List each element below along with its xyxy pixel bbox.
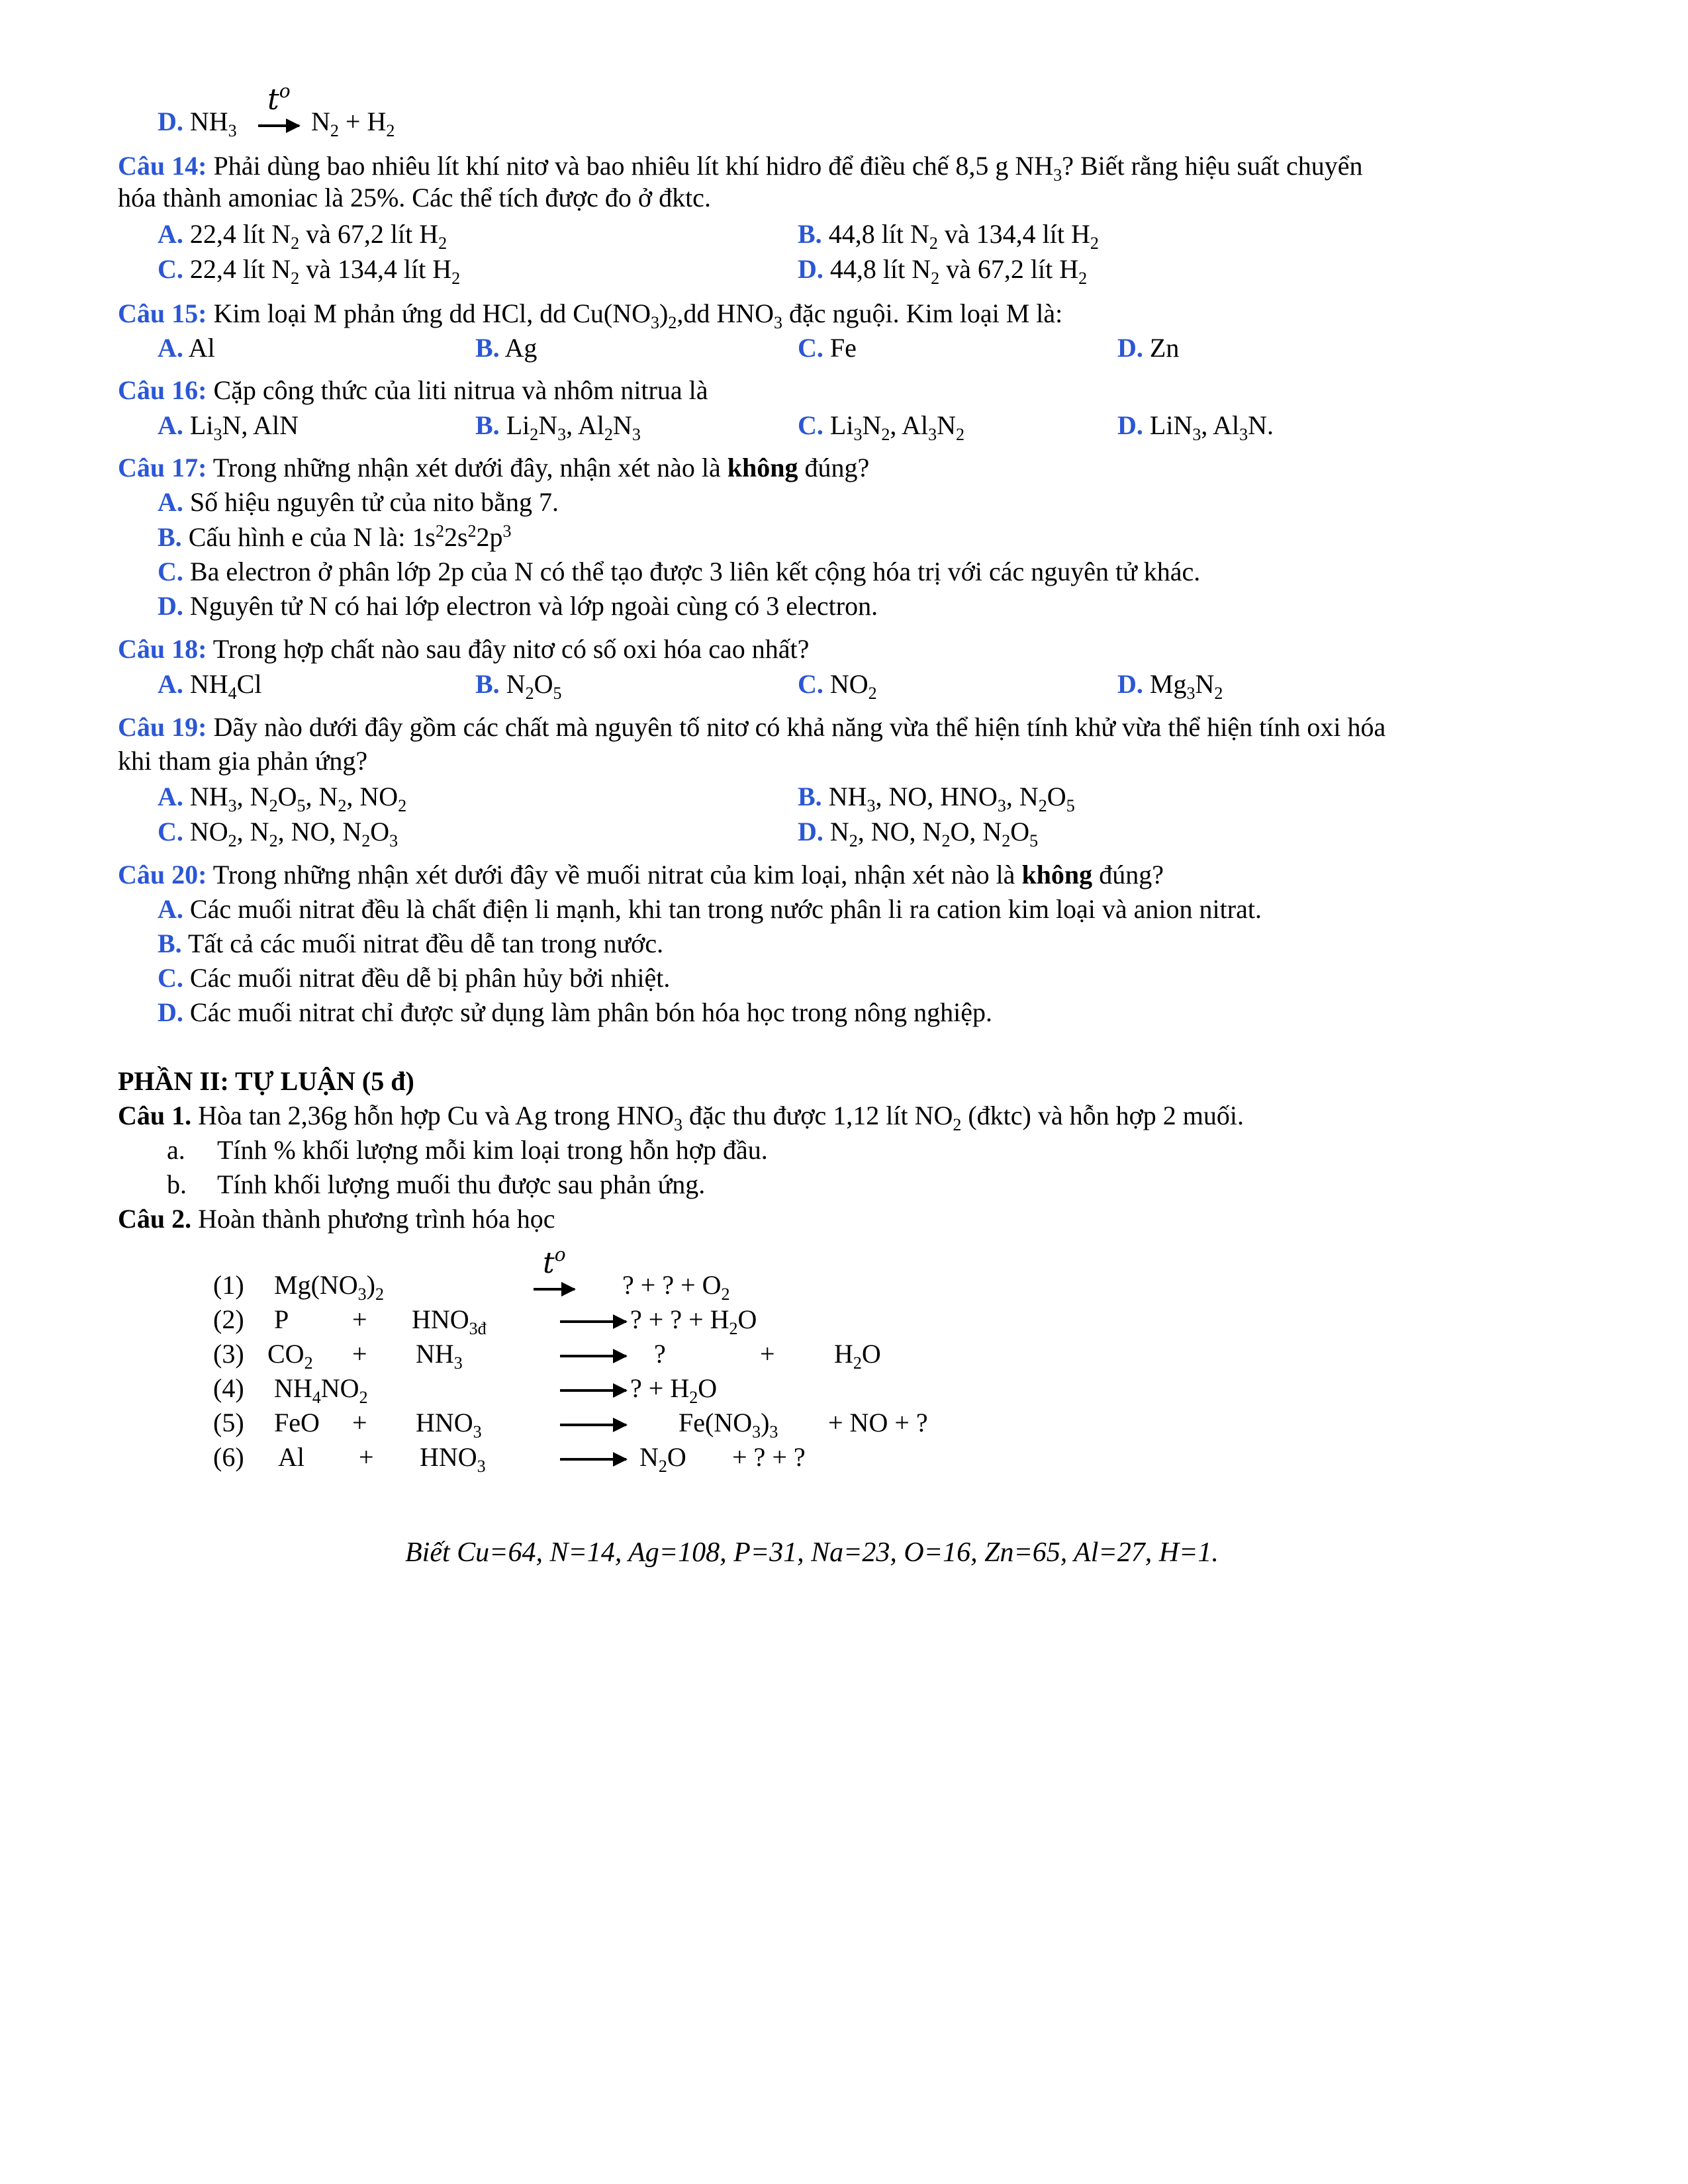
essay-q1-a: a. Tính % khối lượng mỗi kim loại trong hỗn hợp đầu.: [167, 1135, 768, 1165]
q17-option-d: D. Nguyên tử N có hai lớp electron và lớp ngoài cùng có 3 electron.: [158, 591, 878, 621]
q13-option-d: D. $NH_3$: [158, 107, 237, 140]
q18-stem: Câu 18: Trong hợp chất nào sau đây nitơ có số oxi hóa cao nhất?: [118, 634, 810, 664]
q14-option-a: A. 22,4 lít $N_2$ và 67,2 lít $H_2$: [158, 219, 447, 253]
q14-option-b: B. 44,8 lít $N_2$ và 134,4 lít $H_2$: [798, 219, 1099, 253]
eq-row-4-rhs: ? + $H_2O$: [630, 1373, 718, 1407]
reaction-arrow: [560, 1320, 626, 1323]
eq-row-6-rhs: $N_2O$ + ? + ?: [639, 1442, 806, 1476]
q14-option-c: C. 22,4 lít $N_2$ và 134,4 lít $H_2$: [158, 254, 461, 288]
q20-option-c: C. Các muối nitrat đều dễ bị phân hủy bởi nhiệt.: [158, 963, 671, 993]
q14-stem-line2: hóa thành amoniac là 25%. Các thể tích được đo ở đktc.: [118, 183, 711, 212]
q17-option-c: C. Ba electron ở phân lớp 2p của N có thể tạo được 3 liên kết cộng hóa trị với các nguyên tử khác.: [158, 557, 1201, 586]
essay-q2: Câu 2. Hoàn thành phương trình hóa học: [118, 1204, 555, 1234]
q19-option-a: A. $NH_3$, $N_2O_5$, $N_2$, $NO_2$: [158, 782, 407, 815]
q13-option-d-rhs: $N_2 + H_2$: [311, 107, 395, 140]
q17-option-b: B. Cấu hình e của N là: $1s^22s^22p^3$: [158, 522, 512, 552]
eq-row-6: (6) Al + $HNO_3$: [213, 1442, 486, 1476]
eq-row-1: (1) $Mg(NO_3)_2$: [213, 1270, 384, 1304]
eq-row-5: (5) FeO + $HNO_3$: [213, 1408, 482, 1441]
q19-option-c: C. $NO_2$, $N_2$, NO, $N_2O_3$: [158, 817, 399, 850]
q15-stem: Câu 15: Kim loại M phản ứng dd HCl, dd $Cu(NO_3)_2,dd$ $HNO_3$ đặc nguội. Kim loại M là:: [118, 298, 1063, 332]
q20-stem: Câu 20: Trong những nhận xét dưới đây về muối nitrat của kim loại, nhận xét nào là không đúng?: [118, 860, 1164, 889]
q17-stem: Câu 17: Trong những nhận xét dưới đây, nhận xét nào là không đúng?: [118, 453, 870, 482]
q20-option-b: B. Tất cả các muối nitrat đều dễ tan trong nước.: [158, 929, 664, 958]
q20-option-d: D. Các muối nitrat chỉ được sử dụng làm phân bón hóa học trong nông nghiệp.: [158, 997, 992, 1027]
eq-row-1-rhs: ? + ? + $O_2$: [622, 1270, 730, 1304]
q18-option-a: A. $NH_4Cl$: [158, 669, 262, 703]
option-letter: D.: [158, 107, 183, 136]
q19-option-d: D. $N_2$, NO, $N_2O$, $N_2O_5$: [798, 817, 1039, 850]
eq-row-5-rhs: $Fe(NO_3)_3$ + NO + ?: [679, 1408, 928, 1441]
essay-q1: Câu 1. Hòa tan 2,36g hỗn hợp Cu và Ag trong $HNO_3$ đặc thu được 1,12 lít $NO_2$ (đktc) và hỗn hợp 2 muối.: [118, 1101, 1244, 1134]
q14-option-d: D. 44,8 lít $N_2$ và 67,2 lít $H_2$: [798, 254, 1088, 288]
reaction-arrow: [560, 1424, 626, 1426]
q15-option-b: B. Ag: [475, 333, 538, 363]
q19-option-b: B. $NH_3$, NO, $HNO_3$, $N_2O_5$: [798, 782, 1075, 815]
eq-row-3-rhs: ? + $H_2O$: [654, 1339, 881, 1373]
reaction-arrow: [560, 1355, 626, 1357]
reaction-arrow: [560, 1389, 626, 1392]
q16-stem: Câu 16: Cặp công thức của liti nitrua và nhôm nitrua là: [118, 375, 708, 405]
part2-heading: PHẦN II: TỰ LUẬN (5 đ): [118, 1066, 414, 1096]
q17-option-a: A. Số hiệu nguyên tử của nito bằng 7.: [158, 487, 559, 517]
q14-stem: Câu 14: Phải dùng bao nhiêu lít khí nitơ và bao nhiêu lít khí hidro để điều chế 8,5 g $NH_3$? Biết rằng hiệu suất chuyển: [118, 151, 1363, 185]
q16-option-a: A. $Li_3N$, AlN: [158, 410, 299, 444]
q18-option-c: C. $NO_2$: [798, 669, 877, 703]
q16-option-b: B. $Li_2N_3$, $Al_2N_3$: [475, 410, 641, 444]
eq-row-3: (3) $CO_2$ + $NH_3$: [213, 1339, 463, 1373]
q19-stem: Câu 19: Dãy nào dưới đây gồm các chất mà nguyên tố nitơ có khả năng vừa thể hiện tính khử vừa thể hiện tính oxi hóa: [118, 712, 1386, 742]
q18-option-b: B. $N_2O_5$: [475, 669, 562, 703]
eq-row-2: (2) P + $HNO_{3đ}$: [213, 1304, 487, 1338]
q16-option-c: C. $Li_3N_2$, $Al_3N_2$: [798, 410, 965, 444]
eq-row-2-rhs: ? + ? + $H_2O$: [630, 1304, 757, 1338]
q20-option-a: A. Các muối nitrat đều là chất điện li mạnh, khi tan trong nước phân li ra cation kim loại và anion nitrat.: [158, 894, 1262, 924]
q15-option-c: C. Fe: [798, 333, 857, 363]
q19-stem-line2: khi tham gia phản ứng?: [118, 746, 368, 776]
q16-option-d: D. LiN$_3$, $Al_3N$.: [1117, 410, 1274, 444]
q15-option-a: A. Al: [158, 333, 215, 363]
q18-option-d: D. $Mg_3N_2$: [1117, 669, 1223, 703]
reaction-arrow: [560, 1458, 626, 1461]
eq-row-4: (4) $NH_4NO_2$: [213, 1373, 368, 1407]
essay-q1-b: b. Tính khối lượng muối thu được sau phản ứng.: [167, 1169, 706, 1199]
q15-option-d: D. Zn: [1117, 333, 1180, 363]
atomic-mass-note: Biết Cu=64, N=14, Ag=108, P=31, Na=23, O=16, Zn=65, Al=27, H=1.: [405, 1537, 1219, 1568]
question-label: Câu 14:: [118, 151, 207, 181]
